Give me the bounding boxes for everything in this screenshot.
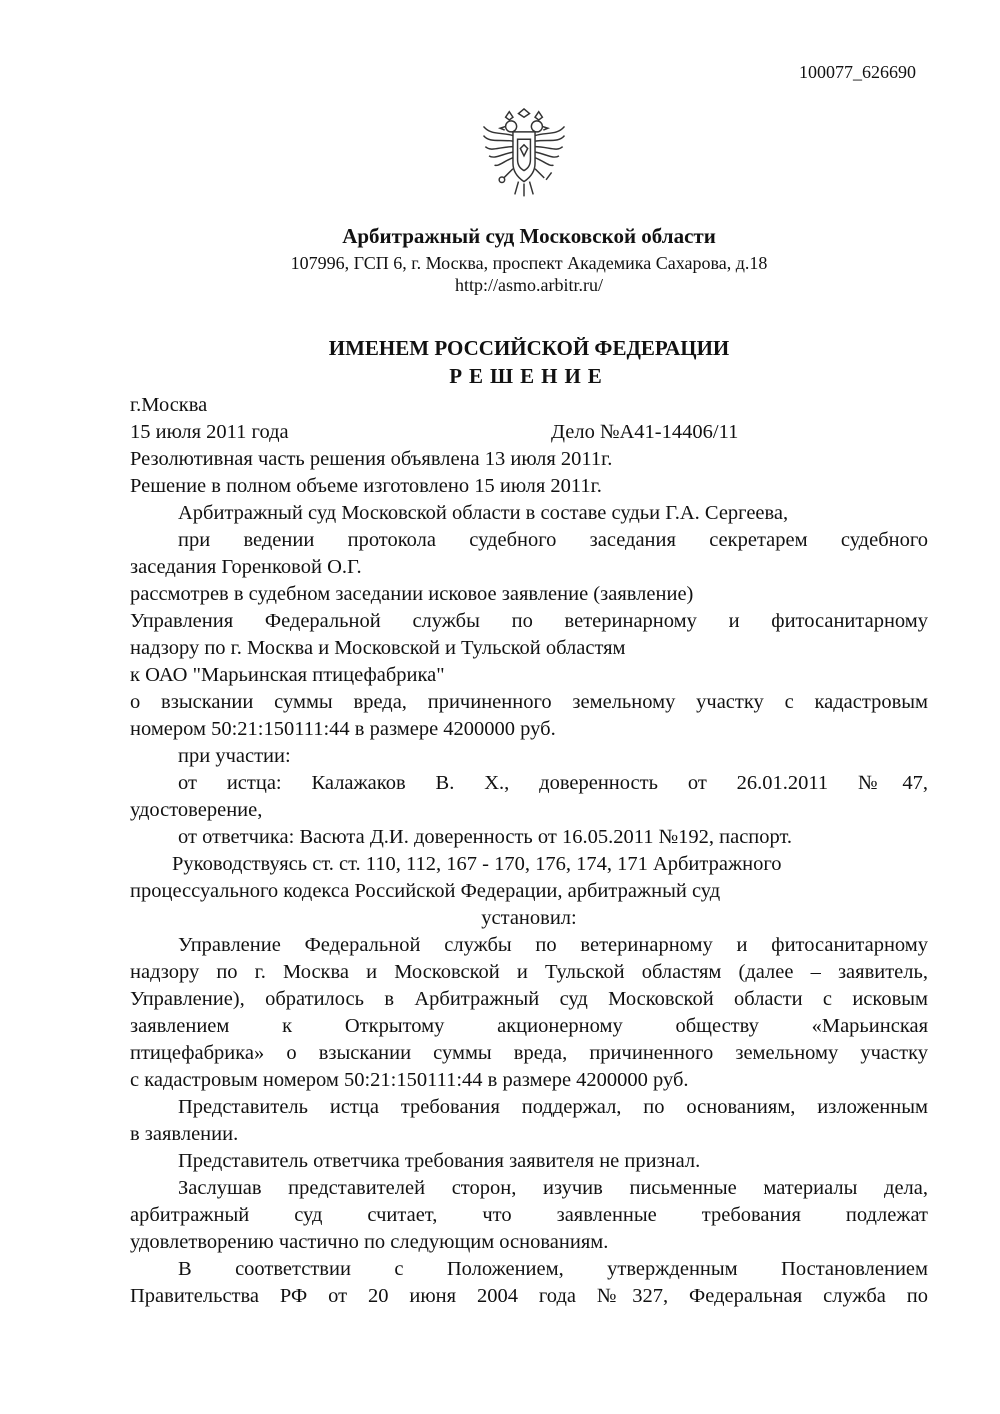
coat-of-arms-emblem: [478, 108, 570, 200]
decision-body: [130, 392, 928, 1310]
para1-line-6: с кадастровым номером 50:21:150111:44 в размере 4200000 руб.: [130, 1069, 689, 1091]
case-number: Дело №А41-14406/11: [551, 421, 739, 443]
para2-line-2: в заявлении.: [130, 1123, 239, 1145]
from-defendant-line: от ответчика: Васюта Д.И. доверенность от 16.05.2011 №192, паспорт.: [178, 826, 793, 848]
from-claimant-line-1: от истца: Калажаков В. Х., доверенность от 26.01.2011 №47,: [178, 772, 928, 794]
court-address: 107996, ГСП 6, г. Москва, проспект Академика Сахарова, д.18: [290, 253, 768, 273]
para1-line-4: заявлением к Открытому акционерному обществу «Марьинская: [130, 1015, 928, 1037]
para1-line-1: Управление Федеральной службы по ветеринарному и фитосанитарному: [178, 934, 928, 956]
full-decision-note: Решение в полном объеме изготовлено 15 июля 2011г.: [130, 475, 602, 497]
guided-line-2: процессуального кодекса Российской Федерации, арбитражный суд: [130, 880, 721, 902]
para3-line: Представитель ответчика требования заявителя не признал.: [178, 1150, 701, 1172]
claimant-line-2: надзору по г. Москва и Московской и Тульской областям: [130, 637, 626, 659]
para4-line-1: Заслушав представителей сторон, изучив письменные материалы дела,: [178, 1177, 928, 1199]
decision-title: РЕШЕНИЕ: [449, 364, 609, 388]
court-name: Арбитражный суд Московской области: [342, 224, 716, 248]
city: г.Москва: [130, 394, 208, 416]
subject-line-2: номером 50:21:150111:44 в размере 4200000 руб.: [130, 718, 556, 740]
participation-heading: при участии:: [178, 745, 291, 767]
para4-line-2: арбитражный суд считает, что заявленные требования подлежат: [130, 1204, 928, 1226]
date-case-row: [130, 419, 928, 446]
protocol-line-1: при ведении протокола судебного заседания секретарем судебного: [178, 529, 928, 551]
guided-line-1: Руководствуясь ст. ст. 110, 112, 167 - 170, 176, 174, 171 Арбитражного: [172, 853, 782, 875]
court-composition: Арбитражный суд Московской области в составе судьи Г.А. Сергеева,: [178, 502, 789, 524]
para5-line-1: В соответствии с Положением, утвержденным Постановлением: [178, 1258, 928, 1280]
para1-line-5: птицефабрика» о взыскании суммы вреда, причиненного земельному участку: [130, 1042, 928, 1064]
para5-line-2: Правительства РФ от 20 июня 2004 года №327, Федеральная служба по: [130, 1285, 928, 1307]
resolutive-part-note: Резолютивная часть решения объявлена 13 июля 2011г.: [130, 448, 613, 470]
para1-line-2: надзору по г. Москва и Московской и Тульской областям (далее – заявитель,: [130, 961, 928, 983]
para4-line-3: удовлетворению частично по следующим основаниям.: [130, 1231, 609, 1253]
decision-date: 15 июля 2011 года: [130, 421, 289, 443]
document-number: 100077_626690: [799, 62, 916, 82]
protocol-line-2: заседания Горенковой О.Г.: [130, 556, 362, 578]
subject-line-1: о взыскании суммы вреда, причиненного земельному участку с кадастровым: [130, 691, 928, 713]
para2-line-1: Представитель истца требования поддержал, по основаниям, изложенным: [178, 1096, 928, 1118]
considered-line: рассмотрев в судебном заседании исковое заявление (заявление): [130, 583, 694, 605]
in-the-name-heading: ИМЕНЕМ РОССИЙСКОЙ ФЕДЕРАЦИИ: [328, 336, 730, 360]
court-website: http://asmo.arbitr.ru/: [455, 275, 603, 295]
para1-line-3: Управление), обратилось в Арбитражный суд Московской области с исковым: [130, 988, 928, 1010]
established-heading: установил:: [481, 907, 577, 929]
defendant-line: к ОАО "Марьинская птицефабрика": [130, 664, 445, 686]
from-claimant-line-2: удостоверение,: [130, 799, 263, 821]
claimant-line-1: Управления Федеральной службы по ветеринарному и фитосанитарному: [130, 610, 928, 632]
